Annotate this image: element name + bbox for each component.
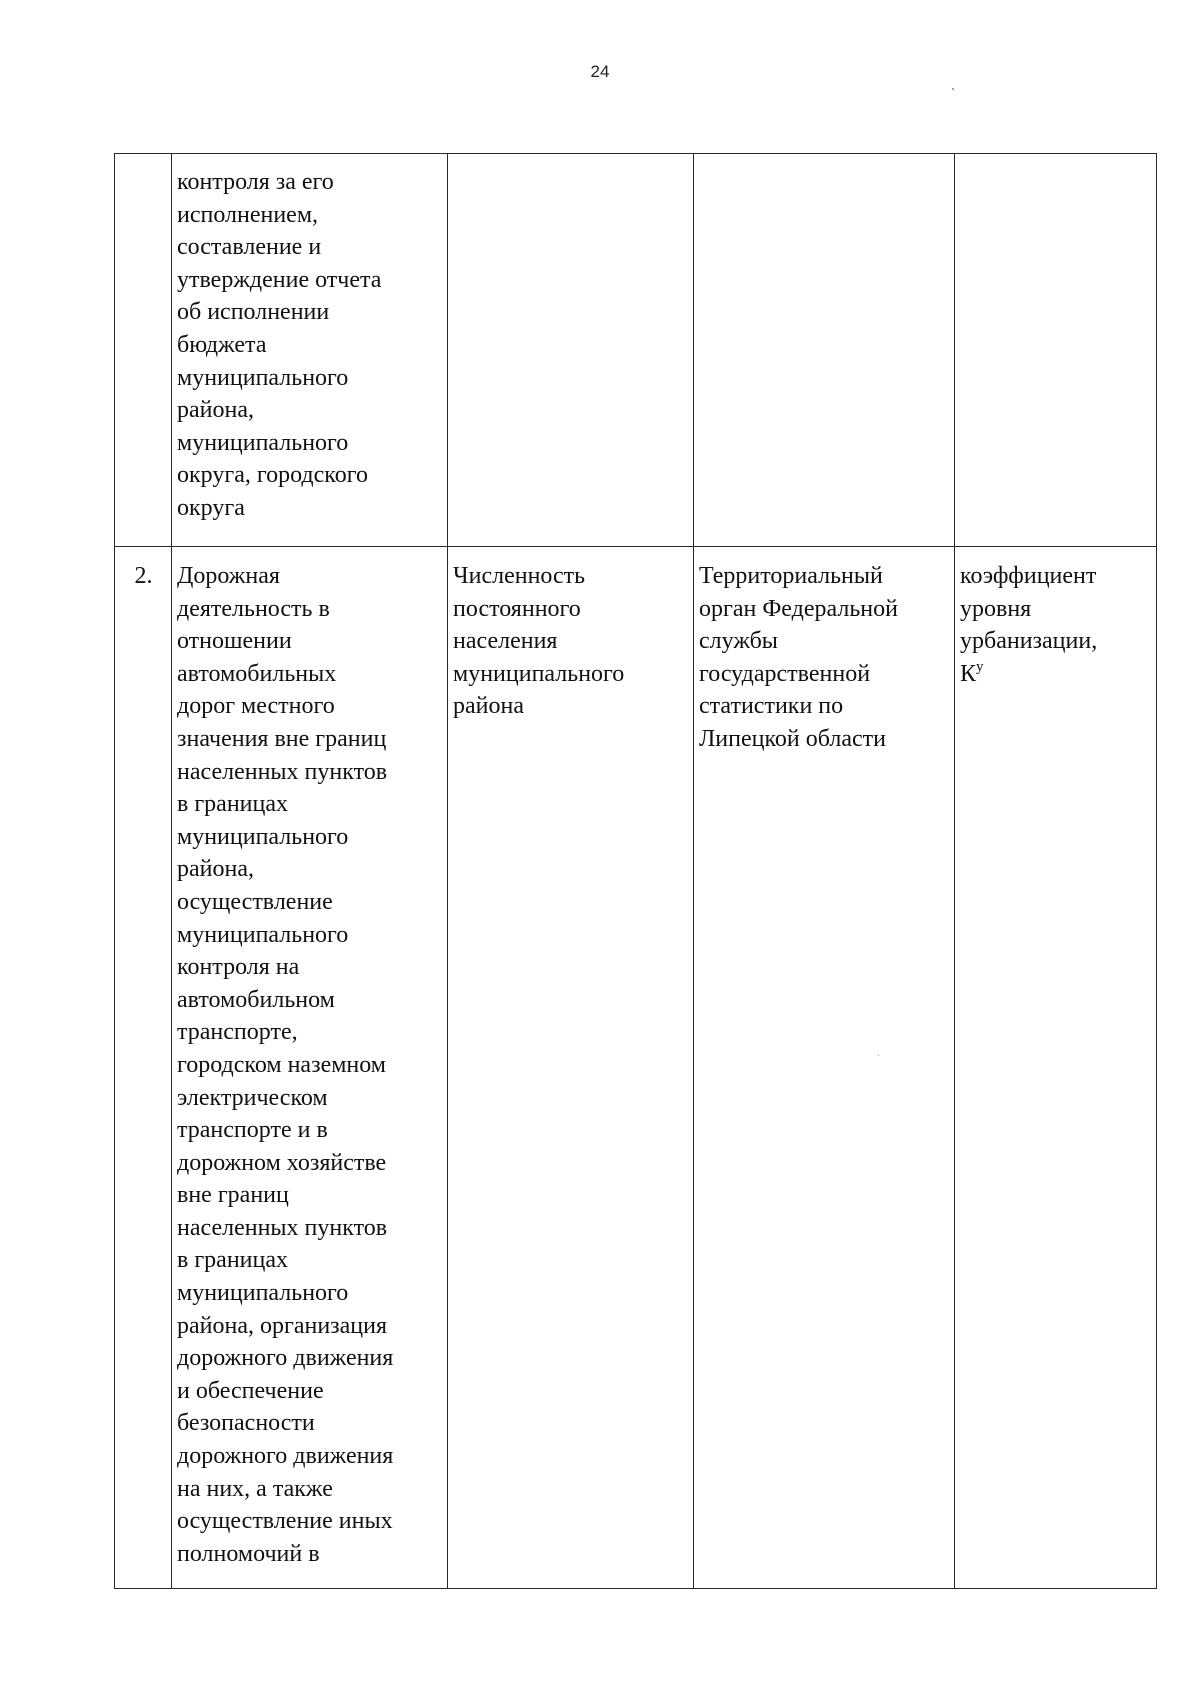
data-source-cell: Территориальный орган Федеральной службы государственной статистики по Липецкой области bbox=[694, 547, 955, 1589]
indicator-cell: Численность постоянного населения муниципального района bbox=[448, 547, 694, 1589]
table-row bbox=[115, 154, 1157, 547]
indicator-cell bbox=[448, 154, 694, 547]
row-number-cell: 2. bbox=[115, 547, 172, 1589]
row-number-cell bbox=[115, 154, 172, 547]
page-number: 24 bbox=[590, 62, 610, 81]
coefficient-symbol: К bbox=[960, 660, 977, 687]
coefficient-cell bbox=[955, 154, 1157, 547]
power-description-cell: контроля за его исполнением, составление и утверждение отчета об исполнении бюджета муниципального района, муниципального округа, городского округа bbox=[172, 154, 448, 547]
scan-speck bbox=[952, 88, 954, 90]
data-source-cell bbox=[694, 154, 955, 547]
coefficient-cell bbox=[955, 547, 1157, 1589]
coefficient-text: коэффициент уровня урбанизации, bbox=[960, 563, 1098, 655]
power-description-cell: Дорожная деятельность в отношении автомобильных дорог местного значения вне границ населенных пунктов в границах муниципального района, осуществление муниципального контроля на автомобильном транспорте, городском наземном электрическом транспорте и в дорожном хозяйстве вне границ населенных пунктов в границах муниципального района, организация дорожного движения и обеспечение безопасности дорожного движения на них, а также осуществление иных полномочий в bbox=[172, 547, 448, 1589]
allocation-table bbox=[114, 153, 1157, 1589]
coefficient-superscript: у bbox=[976, 658, 984, 675]
table-row bbox=[115, 547, 1157, 1589]
